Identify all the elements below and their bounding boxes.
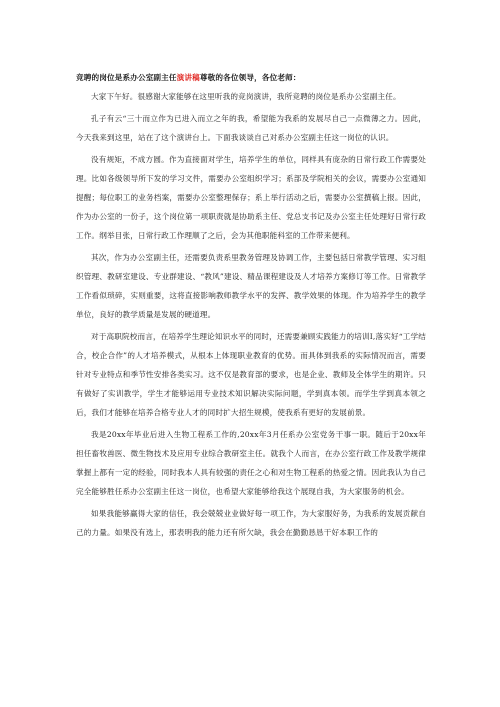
- paragraph-experience: 我是20xx年毕业后进入生物工程系工作的,20xx年3月任系办公室党务干事一职。随后于20xx年担任畜牧兽医、微生物技术及应用专业综合教研室主任。就我个人而言，在办公室行政工作及教学规律掌握上都有一定的经验，同时我本人具有较强的责任之心和对生物工程系的热爱之情。因此我认为自己完全能够胜任系办公室副主任这一岗位，也希望大家能够给我这个展现自我，为大家服务的机会。: [76, 430, 426, 496]
- paragraph-intro: 孔子有云“三十而立作为已进入而立之年的我，希望能为我系的发展尽自己一点微薄之力。因此，今天我来到这里，站在了这个演讲台上。下面我谈谈自己对系办公室副主任这一岗位的认识。: [76, 114, 426, 142]
- paragraph-practice-training: 对于高职院校而言，在培养学生理论知识水平的同时，还需要兼顾实践能力的培训I,落实好“工学结合，校企合作”的人才培养模式，从根本上体现职业教育的优势。而具体到我系的实际情况而言，需要针对专业特点和季节性安排各类实习。这不仅是教育部的要求，也是企业、教师及全体学生的期许。只有做好了实训教学，学生才能够运用专业技术知识解决实际问题，学到真本领。而学生学到真本领之后，我们才能够在培养合格专业人才的同时扩大招生规模，使我系有更好的发展前景。: [76, 332, 426, 417]
- paragraph-closing: 如果我能够赢得大家的信任，我会兢兢业业做好每一项工作，为大家服好务，为我系的发展贡献自己的力量。如果没有选上，那表明我的能力还有所欠缺，我会在勤勤恳恳干好本职工作的: [76, 509, 426, 537]
- title-salutation: 尊敬的各位领导，各位老师：: [199, 73, 301, 82]
- document-title: [76, 68, 426, 87]
- paragraph-greeting: 大家下午好。很感谢大家能够在这里听我的竞岗演讲，我所竞聘的岗位是系办公室副主任。: [91, 92, 401, 101]
- title-highlight: 演讲稿: [176, 73, 200, 82]
- paragraph-teaching-duty: 其次，作为办公室副主任，还需要负责系里教务管理及协调工作，主要包括日常教学管理、实习组织管理、教研室建设、专业群建设、“教风”建设、精品课程建设及人才培养方案修订等工作。日常教学工作看似琐碎，实则重要，这将直接影响教师教学水平的发挥、教学效果的体现。作为培养学生的教学单位，良好的教学质量是发展的硬道理。: [76, 253, 426, 319]
- paragraph-admin-duty: 没有规矩，不成方圆。作为直接面对学生，培养学生的单位，同样具有庞杂的日常行政工作需要处理。比如各级领导所下发的学习文件，需要办公室组织学习；系部及学院相关的会议，需要办公室通知提醒；每位职工的业务档案，需要办公室整理保存；系上举行活动之后，需要办公室撰稿上报。因此，作为办公室的一份子，这个岗位第一项职责就是协助系主任、党总支书记及办公室主任处理好日常行政工作。纲举目张，日常行政工作理顺了之后，会为其他职能科室的工作带来便利。: [76, 155, 426, 240]
- title-prefix: 竞聘的岗位是系办公室副主任: [76, 73, 177, 82]
- document-body: [76, 68, 426, 545]
